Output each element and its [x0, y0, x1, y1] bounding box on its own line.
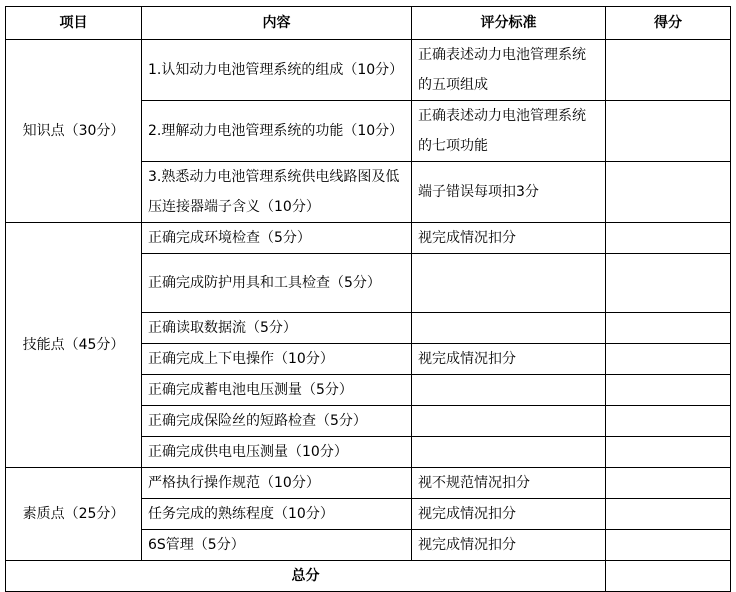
score-cell: [606, 313, 731, 344]
score-cell: [606, 437, 731, 468]
table-row: [6, 223, 731, 254]
header-item: 项目: [6, 7, 142, 40]
score-cell: [606, 375, 731, 406]
criteria-cell: [412, 254, 606, 313]
scoring-table: [5, 6, 731, 592]
criteria-cell: [412, 437, 606, 468]
category-quality: 素质点（25分）: [6, 468, 142, 561]
content-cell: 2.理解动力电池管理系统的功能（10分）: [142, 101, 412, 162]
criteria-cell: [412, 406, 606, 437]
score-cell: [606, 162, 731, 223]
score-cell: [606, 499, 731, 530]
score-cell: [606, 344, 731, 375]
score-cell: [606, 406, 731, 437]
criteria-cell: 视完成情况扣分: [412, 344, 606, 375]
table-row: [6, 468, 731, 499]
total-score-cell: [606, 561, 731, 592]
criteria-cell: 视完成情况扣分: [412, 223, 606, 254]
content-cell: 正确完成供电电压测量（10分）: [142, 437, 412, 468]
content-cell: 正确完成蓄电池电压测量（5分）: [142, 375, 412, 406]
content-cell: 正确读取数据流（5分）: [142, 313, 412, 344]
total-label: 总分: [6, 561, 606, 592]
score-cell: [606, 468, 731, 499]
criteria-cell: 正确表述动力电池管理系统的五项组成: [412, 40, 606, 101]
content-cell: 任务完成的熟练程度（10分）: [142, 499, 412, 530]
score-cell: [606, 254, 731, 313]
content-cell: 6S管理（5分）: [142, 530, 412, 561]
criteria-cell: [412, 313, 606, 344]
content-cell: 正确完成防护用具和工具检查（5分）: [142, 254, 412, 313]
score-cell: [606, 101, 731, 162]
content-cell: 3.熟悉动力电池管理系统供电线路图及低压连接器端子含义（10分）: [142, 162, 412, 223]
header-row: [6, 7, 731, 40]
criteria-cell: 视完成情况扣分: [412, 530, 606, 561]
score-cell: [606, 223, 731, 254]
content-cell: 正确完成环境检查（5分）: [142, 223, 412, 254]
category-knowledge: 知识点（30分）: [6, 40, 142, 223]
content-cell: 正确完成上下电操作（10分）: [142, 344, 412, 375]
criteria-cell: 正确表述动力电池管理系统的七项功能: [412, 101, 606, 162]
content-cell: 严格执行操作规范（10分）: [142, 468, 412, 499]
criteria-cell: 视完成情况扣分: [412, 499, 606, 530]
content-cell: 1.认知动力电池管理系统的组成（10分）: [142, 40, 412, 101]
criteria-cell: [412, 375, 606, 406]
criteria-cell: 视不规范情况扣分: [412, 468, 606, 499]
header-criteria: 评分标准: [412, 7, 606, 40]
content-cell: 正确完成保险丝的短路检查（5分）: [142, 406, 412, 437]
score-cell: [606, 40, 731, 101]
header-content: 内容: [142, 7, 412, 40]
category-skill: 技能点（45分）: [6, 223, 142, 468]
criteria-cell: 端子错误每项扣3分: [412, 162, 606, 223]
table-row: [6, 40, 731, 101]
header-score: 得分: [606, 7, 731, 40]
total-row: [6, 561, 731, 592]
score-cell: [606, 530, 731, 561]
